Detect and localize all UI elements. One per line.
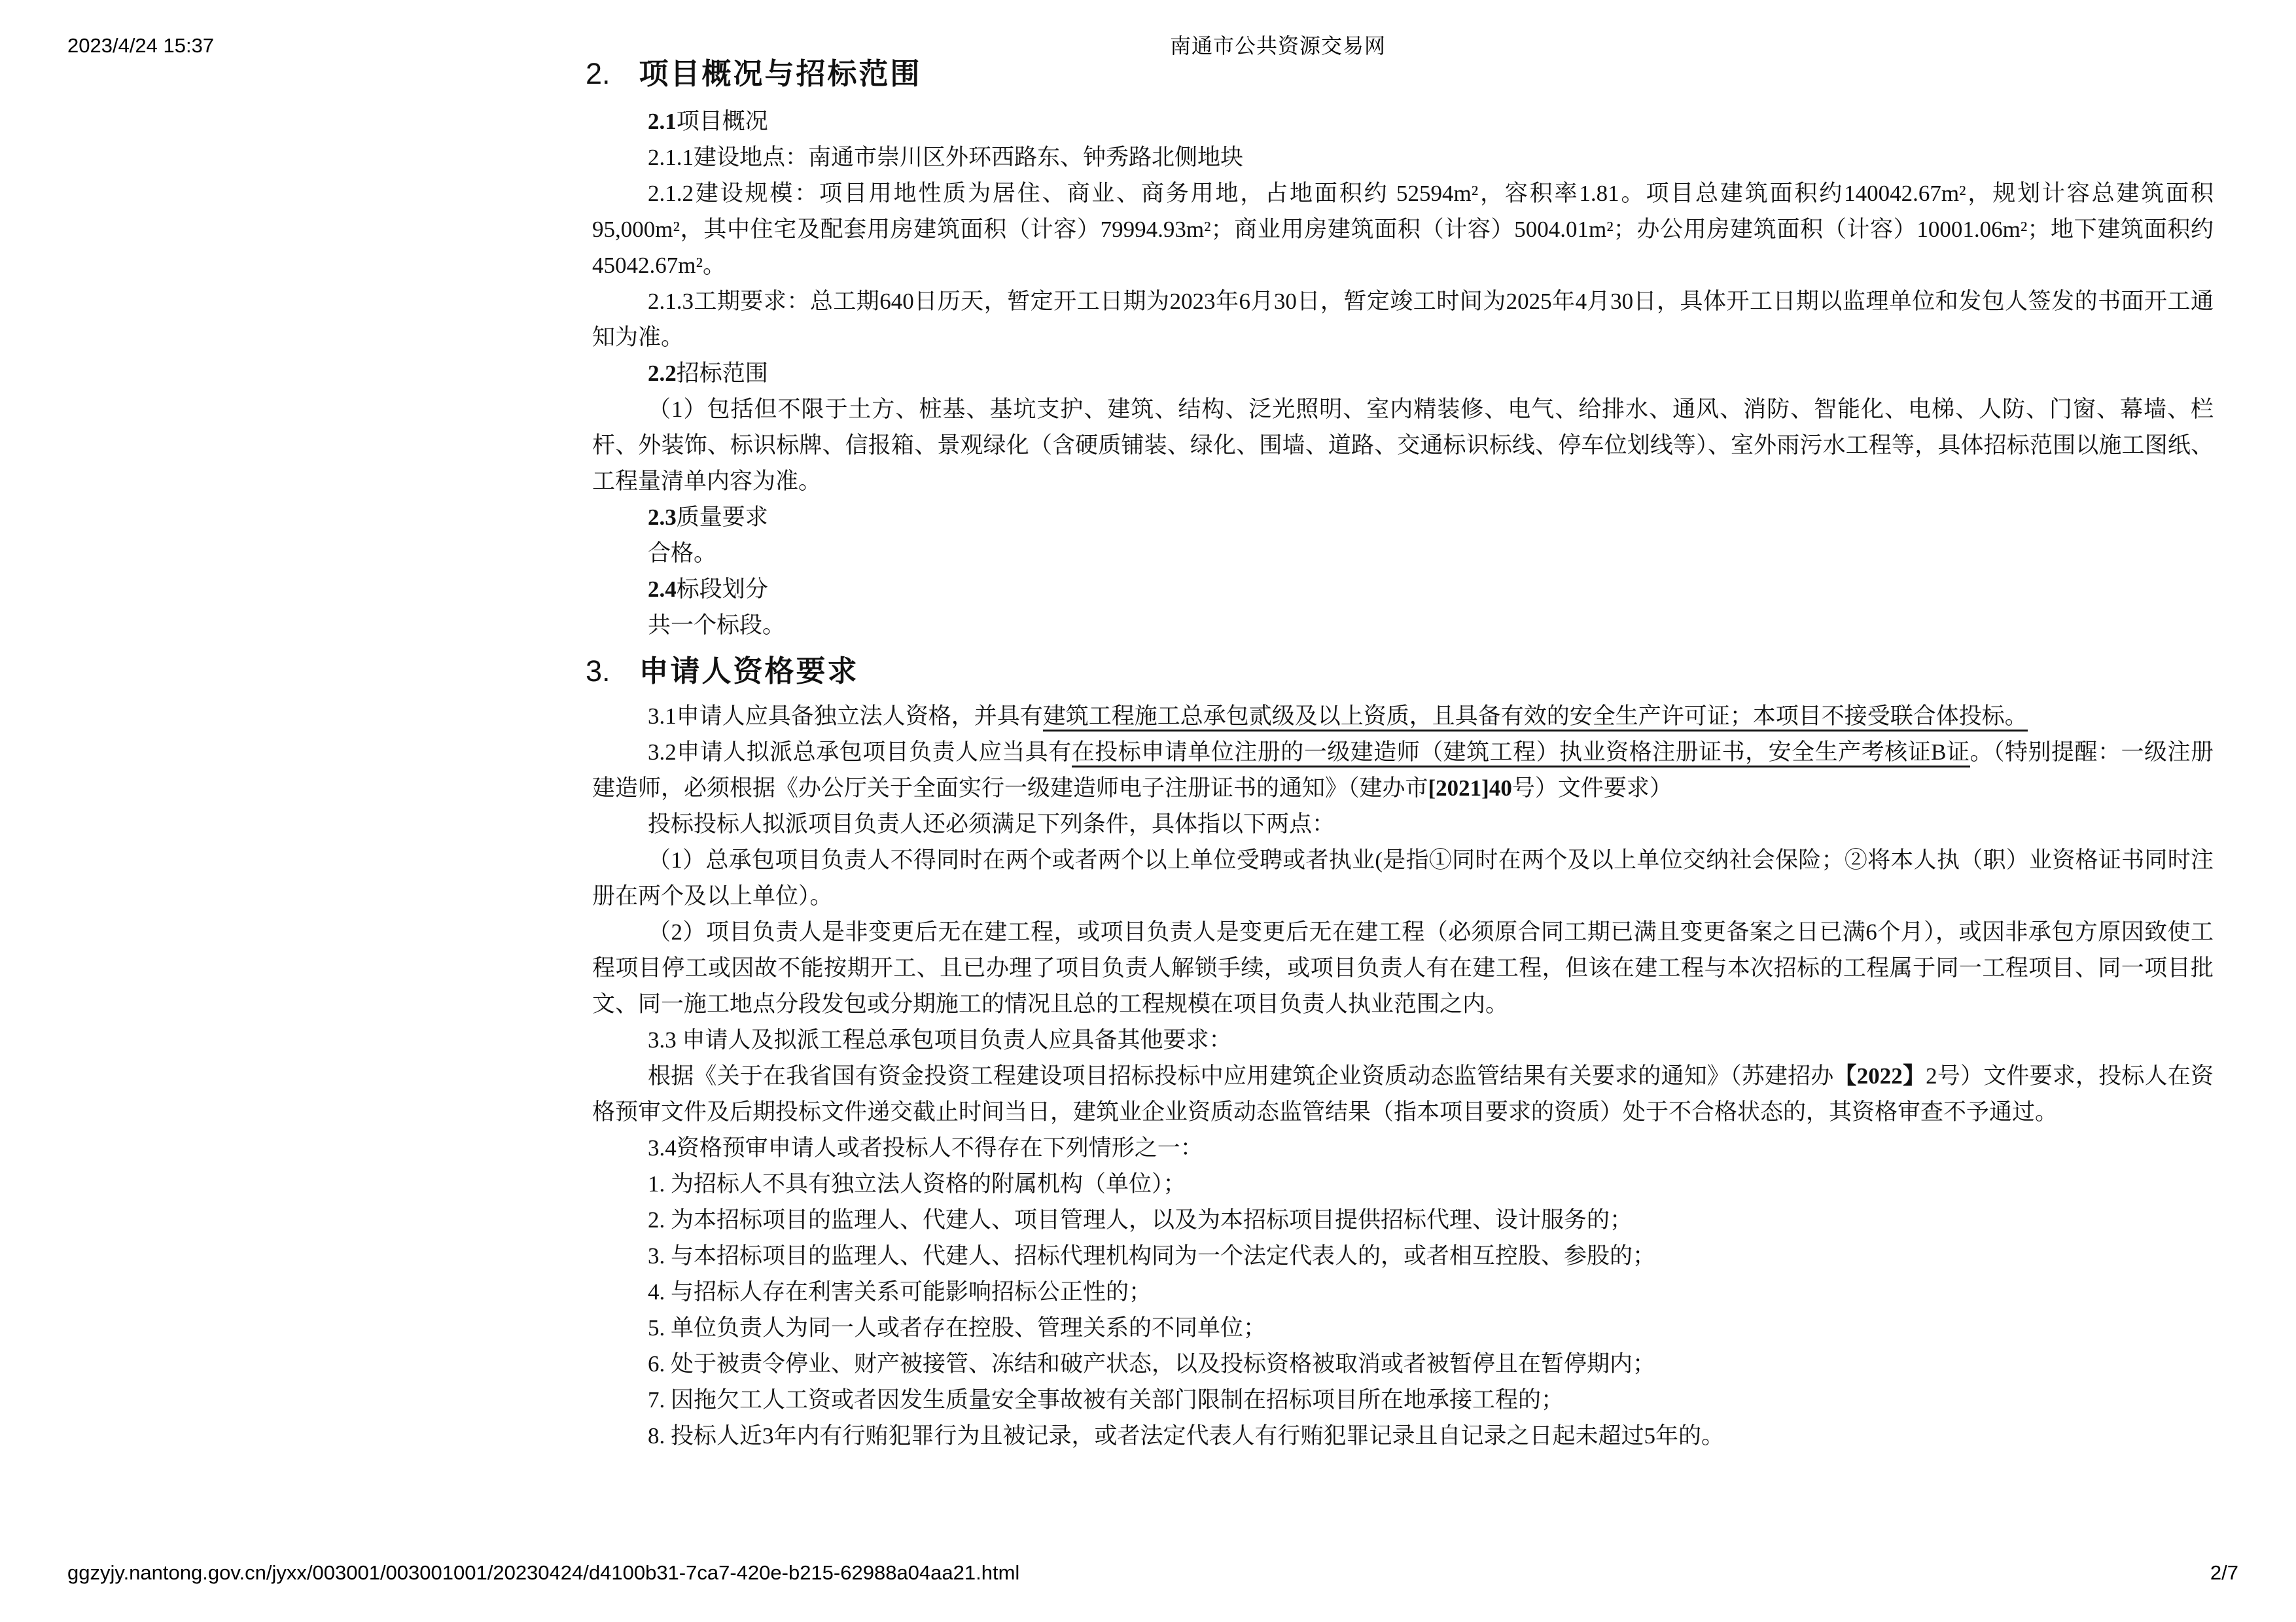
text-run: 2.2	[648, 361, 677, 386]
para-3-4-item-5	[592, 1310, 2214, 1346]
text-run: 投标投标人拟派项目负责人还必须满足下列条件，具体指以下两点：	[648, 811, 1335, 837]
text-run: 7. 因拖欠工人工资或者因发生质量安全事故被有关部门限制在招标项目所在地承接工程的；	[648, 1387, 1564, 1413]
text-run: 合格。	[648, 540, 717, 566]
text-run: 【2022】	[1833, 1063, 1926, 1089]
text-run: 4. 与招标人存在利害关系可能影响招标公正性的；	[648, 1279, 1152, 1305]
para-3-4-item-1	[592, 1166, 2214, 1202]
text-run: 建筑工程施工总承包贰级及以上资质，且具备有效的安全生产许可证；本项目不接受联合体投标。	[1043, 703, 2028, 732]
para-3-2-note	[592, 806, 2214, 842]
para-3-4-item-7	[592, 1382, 2214, 1418]
text-run: 6. 处于被责令停业、财产被接管、冻结和破产状态，以及投标资格被取消或者被暂停且在暂停期内；	[648, 1351, 1656, 1377]
text-run: 2.1.1建设地点：南通市崇川区外环西路东、钟秀路北侧地块	[648, 145, 1244, 170]
para-2-2	[592, 355, 2214, 391]
text-run: 共一个标段。	[648, 612, 786, 638]
text-run: 3.3 申请人及拟派工程总承包项目负责人应具备其他要求：	[648, 1027, 1232, 1053]
print-header-datetime: 2023/4/24 15:37	[67, 34, 215, 57]
para-3-4-item-2	[592, 1202, 2214, 1238]
para-2-2-scope	[592, 391, 2214, 499]
text-run: 3.4资格预审申请人或者投标人不得存在下列情形之一：	[648, 1135, 1203, 1161]
section-number: 3.	[586, 654, 610, 688]
text-run: 8. 投标人近3年内有行贿犯罪行为且被记录，或者法定代表人有行贿犯罪记录且自记录之日起未超过5年的。	[648, 1423, 1725, 1449]
text-run: [2021]40	[1428, 775, 1512, 801]
para-3-4-item-4	[592, 1274, 2214, 1310]
para-3-3	[592, 1022, 2214, 1058]
text-run: 标段划分	[676, 576, 768, 602]
text-run: 质量要求	[676, 504, 768, 530]
text-run: 在投标申请单位注册的一级建造师（建筑工程）执业资格注册证书，安全生产考核证B证	[1072, 739, 1970, 767]
text-run: （1）包括但不限于土方、桩基、基坑支护、建筑、结构、泛光照明、室内精装修、电气、给排水、通风、消防、智能化、电梯、人防、门窗、幕墙、栏杆、外装饰、标识标牌、信报箱、景观绿化（含硬质铺装、绿化、围墙、道路、交通标识标线、停车位划线等）、室外雨污水工程等，具体招标范围以施工图纸、工程量清单内容为准。	[592, 397, 2214, 494]
print-footer-page-indicator: 2/7	[2210, 1561, 2238, 1584]
para-3-1	[592, 698, 2214, 734]
section-title: 申请人资格要求	[639, 654, 859, 688]
para-3-2	[592, 734, 2214, 806]
para-2-4-value	[592, 607, 2214, 643]
para-3-3-detail	[592, 1058, 2214, 1130]
text-run: 2.1.2建设规模：项目用地性质为居住、商业、商务用地，占地面积约 52594m²，容积率1.81。项目总建筑面积约140042.67m²，规划计容总建筑面积 95,000m²，其中住宅及配套用房建筑面积（计容）79994.93m²；商业用房建筑面积（计容）5004.01m²；办公用房建筑面积（计容）10001.06m²；地下建筑面积约45042.67m²。	[592, 181, 2214, 278]
print-header-site-title: 南通市公共资源交易网	[1170, 34, 1386, 58]
text-run: （2）项目负责人是非变更后无在建工程，或项目负责人是变更后无在建工程（必须原合同工期已满且变更备案之日已满6个月），或因非承包方原因致使工程项目停工或因故不能按期开工、且已办理了项目负责人解锁手续，或项目负责人有在建工程，但该在建工程与本次招标的工程属于同一工程项目、同一项目批文、同一施工地点分段发包或分期施工的情况且总的工程规模在项目负责人执业范围之内。	[592, 919, 2214, 1017]
para-3-4-item-8	[592, 1418, 2214, 1454]
text-run: 2.3	[648, 504, 677, 530]
para-3-4-item-6	[592, 1346, 2214, 1382]
text-run: 1. 为招标人不具有独立法人资格的附属机构（单位）；	[648, 1171, 1186, 1197]
text-run: 。（特别提醒：一级注册建造师，必须根据《办公厅关于全面实行一级建造师电子注册证书的通知》（建办市	[592, 739, 2214, 801]
text-run: （1）总承包项目负责人不得同时在两个或者两个以上单位受聘或者执业(是指①同时在两个及以上单位交纳社会保险；②将本人执（职）业资格证书同时注册在两个及以上单位）。	[592, 847, 2214, 909]
text-run: 招标范围	[676, 361, 768, 386]
para-2-1-3	[592, 283, 2214, 355]
document-body	[586, 54, 2214, 1454]
para-2-1	[592, 103, 2214, 139]
para-2-1-2	[592, 175, 2214, 283]
para-3-2-point-2	[592, 914, 2214, 1022]
text-run: 号）文件要求）	[1511, 775, 1672, 801]
para-2-1-1	[592, 139, 2214, 175]
text-run: 3.1申请人应具备独立法人资格，并具有	[648, 703, 1043, 729]
section-title: 项目概况与招标范围	[639, 57, 922, 90]
section-2-heading	[586, 54, 2214, 94]
para-2-4	[592, 571, 2214, 607]
section-3-heading	[586, 651, 2214, 692]
text-run: 2.1	[648, 109, 677, 134]
para-3-4-item-3	[592, 1238, 2214, 1274]
para-3-2-point-1	[592, 842, 2214, 914]
text-run: 2.4	[648, 576, 677, 602]
para-2-3	[592, 499, 2214, 535]
text-run: 2.1.3工期要求：总工期640日历天，暂定开工日期为2023年6月30日，暂定竣工时间为2025年4月30日，具体开工日期以监理单位和发包人签发的书面开工通知为准。	[592, 289, 2214, 350]
text-run: 2. 为本招标项目的监理人、代建人、项目管理人，以及为本招标项目提供招标代理、设计服务的；	[648, 1207, 1633, 1233]
text-run: 5. 单位负责人为同一人或者存在控股、管理关系的不同单位；	[648, 1315, 1267, 1341]
para-3-4	[592, 1130, 2214, 1166]
print-footer-url: ggzyjy.nantong.gov.cn/jyxx/003001/003001001/20230424/d4100b31-7ca7-420e-b215-62988a04aa21.html	[67, 1561, 1020, 1584]
text-run: 项目概况	[676, 109, 768, 134]
text-run: 根据《关于在我省国有资金投资工程建设项目招标投标中应用建筑企业资质动态监管结果有关要求的通知》（苏建招办	[648, 1063, 1834, 1089]
text-run: 2号）文件要求，投标人在资格预审文件及后期投标文件递交截止时间当日，建筑业企业资质动态监管结果（指本项目要求的资质）处于不合格状态的，其资格审查不予通过。	[592, 1063, 2214, 1125]
section-number: 2.	[586, 57, 610, 90]
para-2-3-value	[592, 535, 2214, 571]
text-run: 3. 与本招标项目的监理人、代建人、招标代理机构同为一个法定代表人的，或者相互控股、参股的；	[648, 1243, 1656, 1269]
text-run: 3.2申请人拟派总承包项目负责人应当具有	[648, 739, 1072, 765]
